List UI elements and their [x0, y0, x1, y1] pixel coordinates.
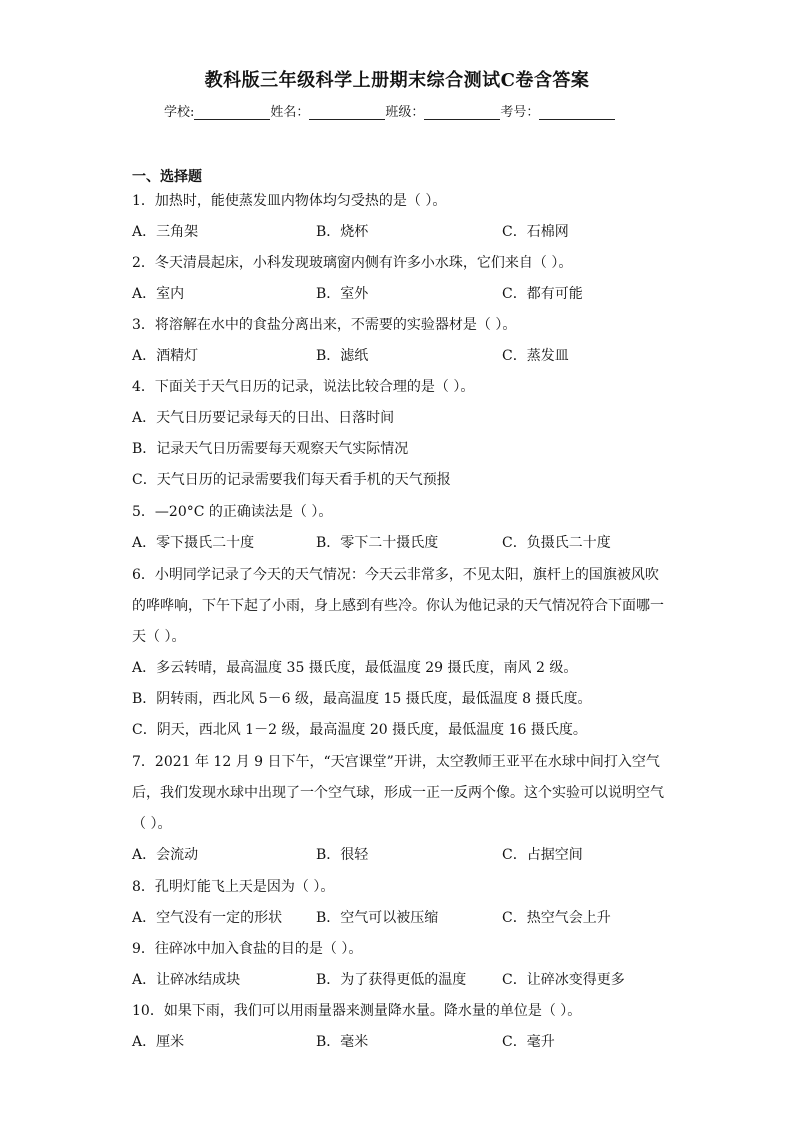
question-3: 3．将溶解在水中的食盐分离出来，不需要的实验器材是（ ）。: [132, 317, 517, 333]
question-8: 8．孔明灯能飞上天是因为（ ）。: [132, 879, 335, 895]
question-10-option-c[interactable]: C．毫升: [502, 1034, 555, 1050]
name-label: 姓名：: [270, 105, 310, 120]
class-blank[interactable]: [424, 105, 500, 120]
question-1-option-b[interactable]: B．烧杯: [316, 224, 369, 240]
question-9-option-c[interactable]: C．让碎冰变得更多: [502, 972, 625, 988]
question-3-options: [132, 341, 692, 372]
question-2-option-b[interactable]: B．室外: [316, 286, 369, 302]
page-title: 教科版三年级科学上册期末综合测试C卷含答案: [204, 70, 590, 91]
question-8-option-a[interactable]: A．空气没有一定的形状: [132, 910, 283, 926]
question-4-option-b[interactable]: B．记录天气日历需要每天观察天气实际情况: [132, 441, 409, 457]
exam-number-field[interactable]: [500, 101, 615, 120]
question-7-option-c[interactable]: C．占据空间: [502, 847, 583, 863]
question-8-option-c[interactable]: C．热空气会上升: [502, 910, 611, 926]
question-5-option-c[interactable]: C．负摄氏二十度: [502, 535, 611, 551]
question-5-option-b[interactable]: B．零下二十摄氏度: [316, 535, 439, 551]
question-2-option-c[interactable]: C．都有可能: [502, 286, 583, 302]
question-9-option-b[interactable]: B．为了获得更低的温度: [316, 972, 467, 988]
question-3-option-a[interactable]: A．酒精灯: [132, 348, 199, 364]
question-5: 5．—20°C 的正确读法是（ ）。: [132, 504, 333, 520]
question-10-options: [132, 1027, 692, 1058]
class-label: 班级：: [385, 105, 425, 120]
question-2-options: [132, 279, 692, 310]
question-9: 9．往碎冰中加入食盐的目的是（ ）。: [132, 941, 363, 957]
question-1-options: [132, 217, 692, 248]
question-5-options: [132, 528, 692, 559]
question-6-option-b[interactable]: B．阴转雨，西北风 5－6 级，最高温度 15 摄氏度，最低温度 8 摄氏度。: [132, 691, 592, 707]
question-1: 1．加热时，能使蒸发皿内物体均匀受热的是（ ）。: [132, 193, 447, 209]
question-1-option-a[interactable]: A．三角架: [132, 224, 199, 240]
question-10: 10．如果下雨，我们可以用雨量器来测量降水量。降水量的单位是（ ）。: [132, 1003, 582, 1019]
section-heading: 一、选择题: [132, 169, 202, 185]
exam-number-blank[interactable]: [539, 105, 615, 120]
question-7-options: [132, 840, 692, 871]
school-blank[interactable]: [194, 105, 270, 120]
question-3-option-b[interactable]: B．滤纸: [316, 348, 369, 364]
name-field[interactable]: [270, 101, 385, 120]
question-8-option-b[interactable]: B．空气可以被压缩: [316, 910, 439, 926]
school-label: 学校:: [164, 105, 195, 120]
question-9-option-a[interactable]: A．让碎冰结成块: [132, 972, 241, 988]
question-5-option-a[interactable]: A．零下摄氏二十度: [132, 535, 255, 551]
question-7-option-a[interactable]: A．会流动: [132, 847, 199, 863]
school-field[interactable]: [164, 101, 270, 120]
exam-number-label: 考号：: [500, 105, 540, 120]
student-info-row: [164, 101, 615, 120]
question-6-option-a[interactable]: A．多云转晴，最高温度 35 摄氏度，最低温度 29 摄氏度，南风 2 级。: [132, 660, 578, 676]
question-10-option-b[interactable]: B．毫米: [316, 1034, 369, 1050]
question-4-option-c[interactable]: C．天气日历的记录需要我们每天看手机的天气预报: [132, 472, 451, 488]
question-10-option-a[interactable]: A．厘米: [132, 1034, 185, 1050]
question-2: 2．冬天清晨起床，小科发现玻璃窗内侧有许多小水珠，它们来自（ ）。: [132, 255, 573, 271]
question-9-options: [132, 965, 692, 996]
question-6: 6．小明同学记录了今天的天气情况：今天云非常多，不见太阳，旗杆上的国旗被风吹的哗哗响，下午下起了小雨，身上感到有些冷。你认为他记录的天气情况符合下面哪一天（ ）。: [132, 567, 664, 645]
name-blank[interactable]: [309, 105, 385, 120]
question-7-option-b[interactable]: B．很轻: [316, 847, 369, 863]
question-6-option-c[interactable]: C．阴天，西北风 1－2 级，最高温度 20 摄氏度，最低温度 16 摄氏度。: [132, 722, 587, 738]
question-7: 7．2021 年 12 月 9 日下午，“天宫课堂”开讲，太空教师王亚平在水球中间打入空气后，我们发现水球中出现了一个空气球，形成一正一反两个像。这个实验可以说明空气（ ）。: [132, 754, 664, 832]
question-8-options: [132, 903, 692, 934]
question-4: 4．下面关于天气日历的记录，说法比较合理的是（ ）。: [132, 379, 475, 395]
question-1-option-c[interactable]: C．石棉网: [502, 224, 569, 240]
question-3-option-c[interactable]: C．蒸发皿: [502, 348, 569, 364]
question-4-option-a[interactable]: A．天气日历要记录每天的日出、日落时间: [132, 410, 395, 426]
question-2-option-a[interactable]: A．室内: [132, 286, 185, 302]
class-field[interactable]: [385, 101, 500, 120]
